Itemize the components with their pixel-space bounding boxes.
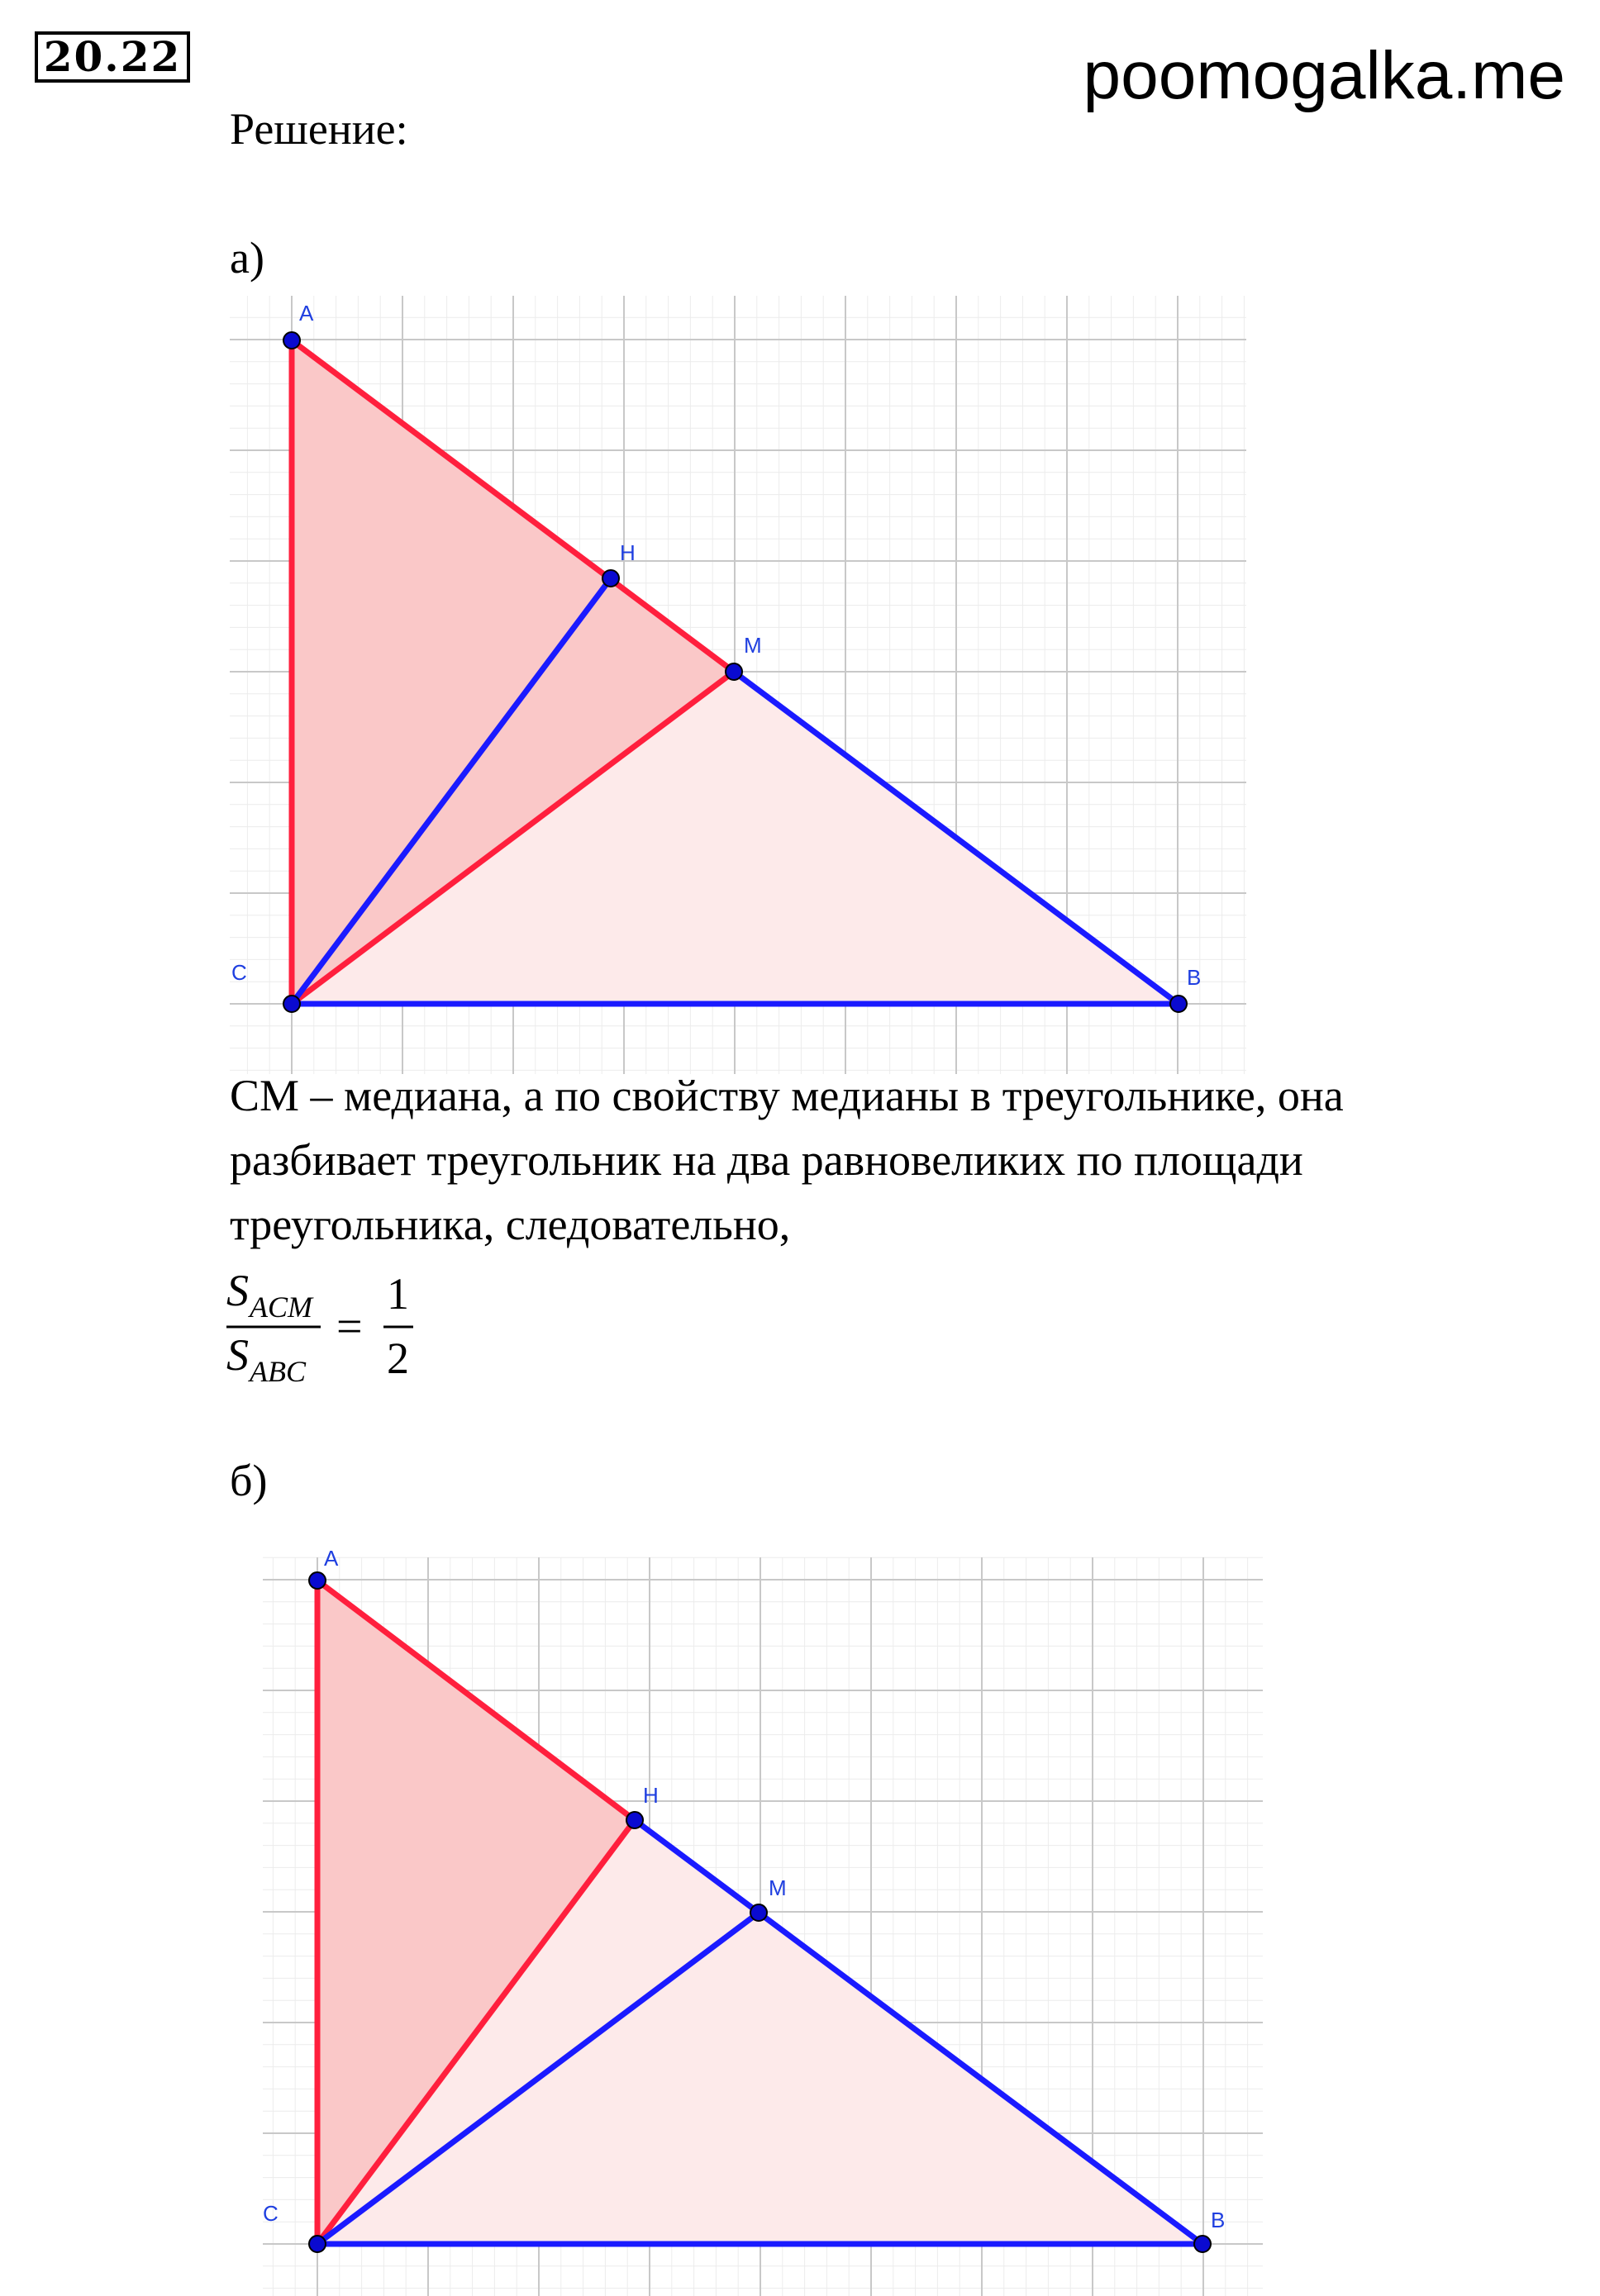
label-c-b: C: [263, 2201, 279, 2226]
label-h: H: [620, 540, 636, 565]
point-a-b: [309, 1572, 326, 1589]
label-b-b: B: [1211, 2208, 1226, 2232]
problem-number-box: 20.22: [35, 31, 190, 83]
explanation-line-1: CM – медиана, а по свойству медианы в треугольнике, она: [230, 1071, 1344, 1120]
formula-num-sub: ACM: [250, 1291, 312, 1324]
label-m: M: [744, 633, 762, 658]
point-h-b: [626, 1812, 643, 1828]
explanation-line-3: треугольника, следовательно,: [230, 1200, 791, 1249]
label-m-b: M: [769, 1875, 787, 1900]
formula-rhs-num: 1: [387, 1269, 409, 1319]
label-a: A: [299, 301, 314, 326]
point-b-b: [1194, 2236, 1211, 2252]
label-a-b: A: [324, 1546, 339, 1571]
formula-den-sub: ABC: [250, 1355, 306, 1388]
formula-equals: =: [336, 1301, 363, 1352]
point-m-b: [750, 1904, 767, 1921]
solution-heading: Решение:: [230, 104, 408, 154]
label-h-b: H: [643, 1783, 659, 1808]
part-b-label: б): [230, 1456, 268, 1505]
label-c: C: [231, 960, 247, 985]
formula-num-s: S: [226, 1266, 249, 1315]
formula-den-s: S: [226, 1330, 249, 1380]
point-c-b: [309, 2236, 326, 2252]
part-a-label: а): [230, 233, 264, 283]
formula-rhs-den: 2: [387, 1333, 409, 1383]
label-b: B: [1187, 965, 1202, 990]
explanation-line-2: разбивает треугольник на два равновеликих по площади: [230, 1135, 1303, 1185]
site-watermark[interactable]: poomogalka.me: [1083, 38, 1565, 113]
